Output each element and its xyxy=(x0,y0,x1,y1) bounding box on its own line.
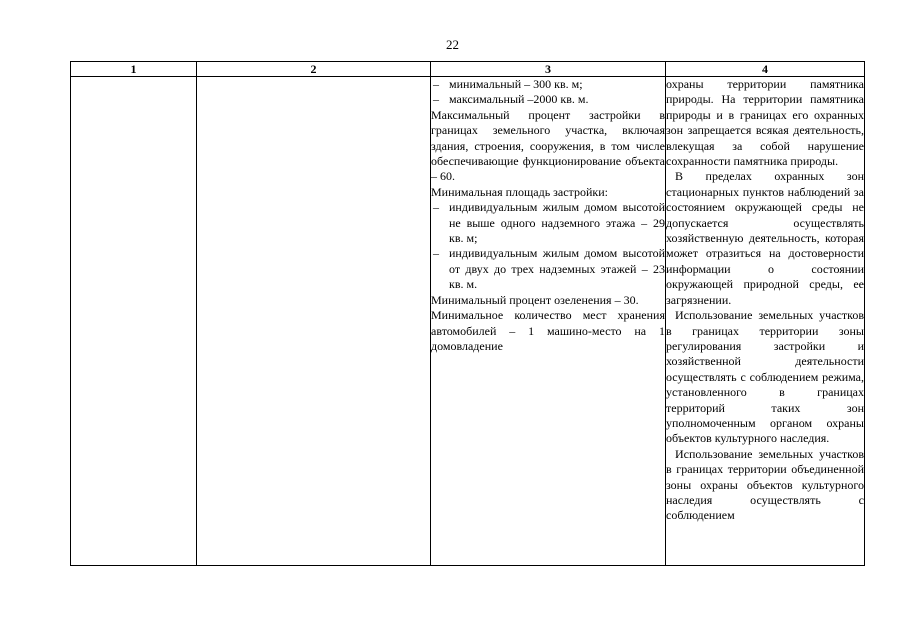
column-header-1: 1 xyxy=(71,62,197,77)
page-number: 22 xyxy=(446,37,459,52)
restrictions-paragraph: Использование земельных участков в границах территории зоны регулирования застройки и хозяйственной деятельности осуществлять с соблюдением режима, установленного в границах территорий таких зон уполномоченным органом охраны объектов культурного наследия. xyxy=(666,308,864,446)
min-build-area-title: Минимальная площадь застройки: xyxy=(431,184,608,199)
list-item xyxy=(431,92,665,107)
cell-restrictions xyxy=(666,77,865,566)
column-header-3: 3 xyxy=(431,62,666,77)
dash-marker: – xyxy=(433,246,439,261)
max-coverage-text: Максимальный процент застройки в границах земельного участка, включая здания, строения, сооружения, в том числе обеспечивающие функционирование объекта – 60. xyxy=(431,107,665,184)
dash-marker: – xyxy=(433,200,439,215)
area-max-text: максимальный –2000 кв. м. xyxy=(449,92,589,107)
dash-marker: – xyxy=(433,77,439,91)
min-greening-text: Минимальный процент озеленения – 30. xyxy=(431,292,639,307)
cell-col1 xyxy=(71,77,197,566)
restrictions-paragraph: В пределах охранных зон стационарных пунктов наблюдений за состоянием окружающей среды не допускается осуществлять хозяйственную деятельность, которая может отразиться на достоверности информации о состоянии окружающей природной среды, ее загрязнении. xyxy=(666,169,864,307)
list-item xyxy=(431,77,665,92)
column-header-2: 2 xyxy=(197,62,431,77)
table-row xyxy=(71,77,865,566)
regulations-table xyxy=(70,61,865,566)
table-header-row xyxy=(71,62,865,77)
min-build-one-floor-text: индивидуальным жилым домом высотой не выше одного надземного этажа – 29 кв. м; xyxy=(449,200,665,246)
restrictions-paragraph: Использование земельных участков в границах территории объединенной зоны охраны объектов культурного наследия осуществлять с соблюдением xyxy=(666,446,864,523)
dash-marker: – xyxy=(433,92,439,107)
column-header-4: 4 xyxy=(666,62,865,77)
restrictions-paragraph: охраны территории памятника природы. На территории памятника природы и в границах его охранных зон запрещается всякая деятельность, влекущая за собой нарушение сохранности памятника природы. xyxy=(666,77,864,169)
cell-col2 xyxy=(197,77,431,566)
cell-parameters xyxy=(431,77,666,566)
min-build-two-three-text: индивидуальным жилым домом высотой от двух до трех надземных этажей – 23 кв. м. xyxy=(449,246,665,292)
area-min-text: минимальный – 300 кв. м; xyxy=(449,77,583,91)
list-item xyxy=(431,246,665,292)
list-item xyxy=(431,200,665,246)
min-parking-text: Минимальное количество мест хранения автомобилей – 1 машино-место на 1 домовладение xyxy=(431,308,665,353)
